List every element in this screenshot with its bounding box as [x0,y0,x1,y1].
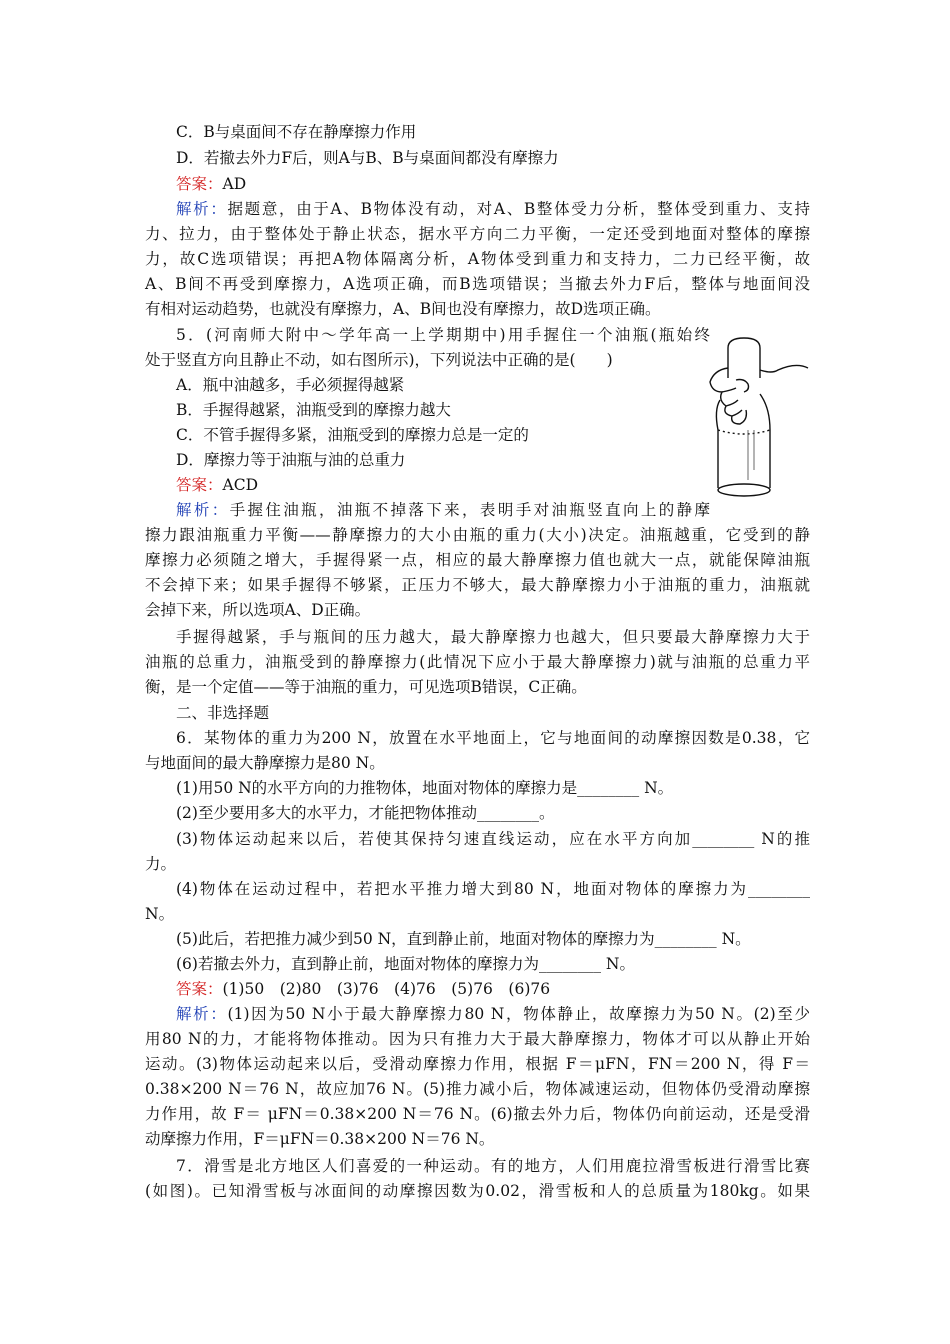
analysis-6-line-5: 力作用，故 F＝ μFN＝0.38×200 N＝76 N。(6)撤去外力后，物体仍向前运动，还是受滑 [145,1105,810,1123]
question-7-line-1: 7．滑雪是北方地区人们喜爱的一种运动。有的地方，人们用鹿拉滑雪板进行滑雪比赛 [176,1157,810,1175]
option-c: C．B与桌面间不存在静摩擦力作用 [176,123,417,141]
question-6-part-5: (5)此后，若把推力减少到50 N，直到静止前，地面对物体的摩擦力为________ N。 [176,930,751,948]
answer-label: 答案： [176,175,223,193]
question-5-line-1: 5．(河南师大附中～学年高一上学期期中)用手握住一个油瓶(瓶始终 [176,326,710,344]
analysis-5-line-2: 擦力跟油瓶重力平衡——静摩擦力的大小由瓶的重力(大小)决定。油瓶越重，它受到的静 [145,526,810,544]
analysis-6-line-4: 0.38×200 N＝76 N，故应加76 N。(5)推力减小后，物体减速运动，但物体仍受滑动摩擦 [145,1080,810,1098]
analysis-6-line-2: 用80 N的力，才能将物体推动。因为只有推力大于最大静摩擦力，物体才可以从静止开始 [145,1030,810,1048]
answer-label: 答案： [176,476,223,494]
section-heading: 二、非选择题 [176,704,270,722]
analysis-4-line-5: 有相对运动趋势，也就没有摩擦力，A、B间也没有摩擦力，故D选项正确。 [145,300,661,318]
question-6-part-3: (3)物体运动起来以后，若使其保持匀速直线运动，应在水平方向加________ N的推 [176,830,810,848]
analysis-4-line-3: 力，故C选项错误；再把A物体隔离分析，A物体受到重力和支持力，二力已经平衡，故 [145,250,810,268]
hand-holding-oil-bottle-icon [700,330,810,510]
analysis-6-line-3: 运动。(3)物体运动起来以后，受滑动摩擦力作用，根据 F＝μFN，FN＝200 N，得 F＝ [145,1055,810,1073]
option-d: D．若撤去外力F后，则A与B、B与桌面间都没有摩擦力 [176,149,559,167]
question-6-part-2: (2)至少要用多大的水平力，才能把物体推动________。 [176,804,555,822]
analysis-6-line-6: 动摩擦力作用，F＝μFN＝0.38×200 N＝76 N。 [145,1130,495,1148]
answer-6: 答案：(1)50 (2)80 (3)76 (4)76 (5)76 (6)76 [176,980,551,998]
analysis-label: 解析： [176,1005,228,1023]
analysis-label: 解析： [176,200,228,218]
answer-4: 答案：AD [176,175,247,193]
analysis-5-line-8: 衡，是一个定值——等于油瓶的重力，可见选项B错误，C正确。 [145,678,587,696]
question-5-line-2: 处于竖直方向且静止不动，如右图所示)，下列说法中正确的是( ) [145,351,613,369]
analysis-4-line-1: 解析：据题意，由于A、B物体没有动，对A、B整体受力分析，整体受到重力、支持 [176,200,810,218]
q5-option-a: A．瓶中油越多，手必须握得越紧 [176,376,405,394]
question-6-part-1: (1)用50 N的水平方向的力推物体，地面对物体的摩擦力是________ N。 [176,779,674,797]
question-6-line-2: 与地面间的最大静摩擦力是80 N。 [145,754,385,772]
question-6-line-1: 6．某物体的重力为200 N，放置在水平地面上，它与地面间的动摩擦因数是0.38，它 [176,729,810,747]
analysis-5-line-1: 解析：手握住油瓶，油瓶不掉落下来，表明手对油瓶竖直向上的静摩 [176,501,710,519]
q5-option-d: D．摩擦力等于油瓶与油的总重力 [176,451,406,469]
answer-5: 答案：ACD [176,476,258,494]
analysis-5-line-4: 不会掉下来；如果手握得不够紧，正压力不够大，最大静摩擦力小于油瓶的重力，油瓶就 [145,576,810,594]
analysis-4-line-4: A、B间不再受到摩擦力，A选项正确，而B选项错误；当撤去外力F后，整体与地面间没 [145,275,810,293]
question-6-part-6: (6)若撤去外力，直到静止前，地面对物体的摩擦力为________ N。 [176,955,635,973]
question-7-line-2: (如图)。已知滑雪板与冰面间的动摩擦因数为0.02，滑雪板和人的总质量为180kg。如果 [145,1182,810,1200]
question-6-part-4: (4)物体在运动过程中，若把水平推力增大到80 N，地面对物体的摩擦力为________ [176,880,810,898]
analysis-4-line-2: 力、拉力，由于整体处于静止状态，据水平方向二力平衡，一定还受到地面对整体的摩擦 [145,225,810,243]
analysis-5-line-3: 摩擦力必须随之增大，手握得紧一点，相应的最大静摩擦力值也就大一点，就能保障油瓶 [145,551,810,569]
q5-option-b: B．手握得越紧，油瓶受到的摩擦力越大 [176,401,451,419]
analysis-6-line-1: 解析：(1)因为50 N小于最大静摩擦力80 N，物体静止，故摩擦力为50 N。(2)至少 [176,1005,810,1023]
question-6-part-4-cont: N。 [145,905,175,923]
answer-label: 答案： [176,980,223,998]
analysis-5-line-7: 油瓶的总重力，油瓶受到的静摩擦力(此情况下应小于最大静摩擦力)就与油瓶的总重力平 [145,653,810,671]
analysis-5-line-6: 手握得越紧，手与瓶间的压力越大，最大静摩擦力也越大，但只要最大静摩擦力大于 [176,628,810,646]
analysis-label: 解析： [176,501,230,519]
q5-option-c: C．不管手握得多紧，油瓶受到的摩擦力总是一定的 [176,426,529,444]
question-6-part-3-cont: 力。 [145,855,177,873]
analysis-5-line-5: 会掉下来，所以选项A、D正确。 [145,601,371,619]
